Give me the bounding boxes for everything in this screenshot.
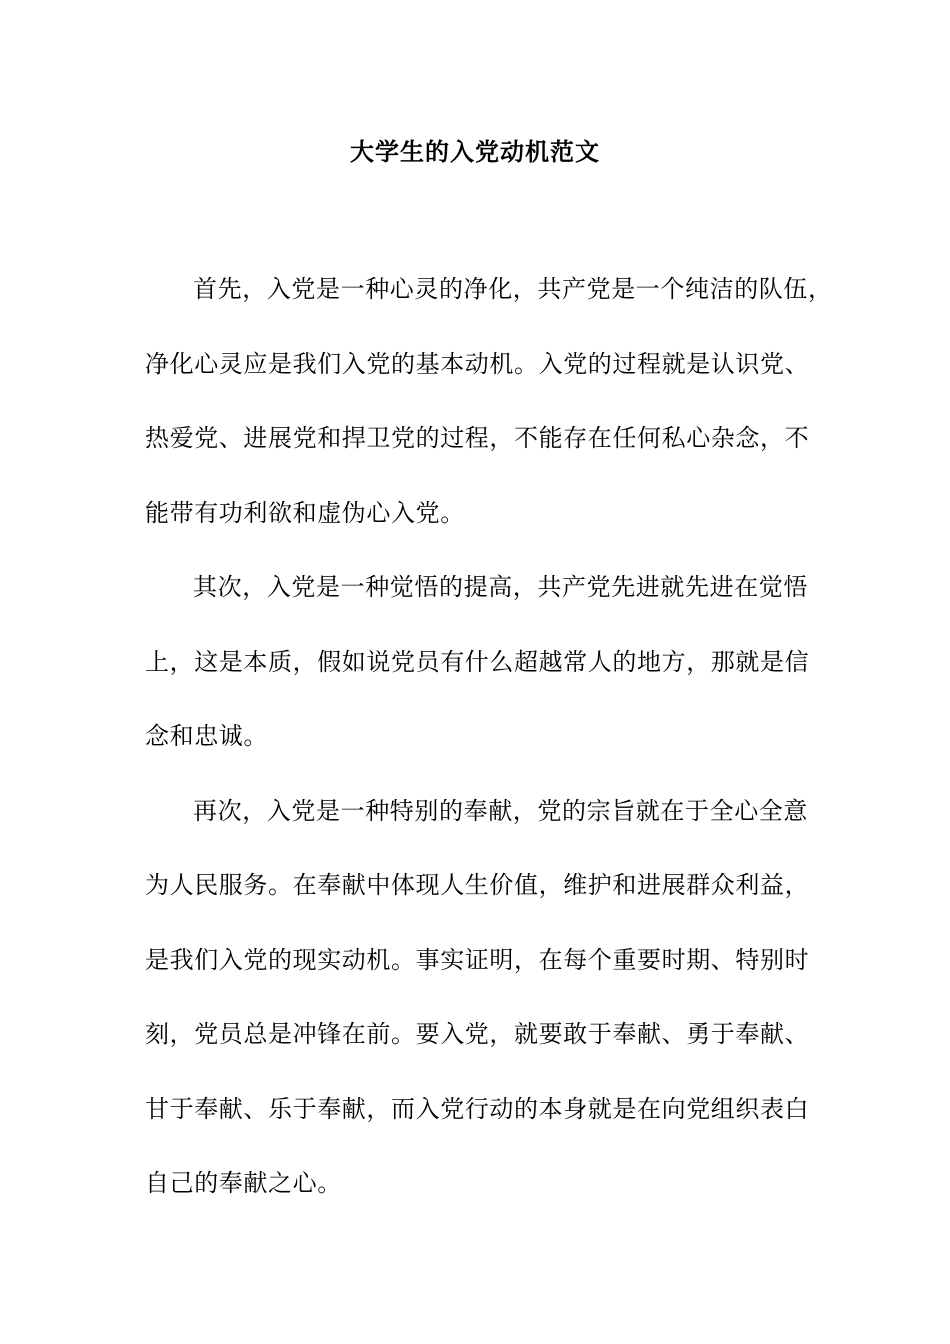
document-body: [145, 252, 833, 1221]
paragraph-2: [145, 550, 810, 774]
paragraph-line: 刻，党员总是冲锋在前。要入党，就要敢于奉献、勇于奉献、: [145, 1020, 810, 1048]
paragraph-line: 上，这是本质，假如说党员有什么超越常人的地方，那就是信: [145, 647, 810, 676]
paragraph-line: 其次，入党是一种觉悟的提高，共产党先进就先进在觉悟: [193, 573, 808, 601]
paragraph-line: 能带有功利欲和虚伪心入党。: [145, 498, 465, 527]
paragraph-1: [145, 252, 833, 550]
paragraph-line: 首先，入党是一种心灵的净化，共产党是一个纯洁的队伍，: [193, 275, 833, 303]
document-title: 大学生的入党动机范文: [350, 137, 600, 166]
paragraph-line: 念和忠诚。: [145, 722, 268, 750]
paragraph-line: 热爱党、进展党和捍卫党的过程，不能存在任何私心杂念，不: [145, 424, 810, 452]
paragraph-line: 净化心灵应是我们入党的基本动机。入党的过程就是认识党、: [145, 349, 810, 378]
paragraph-3: [145, 774, 810, 1221]
paragraph-line: 再次，入党是一种特别的奉献，党的宗旨就在于全心全意: [193, 796, 808, 825]
paragraph-line: 自己的奉献之心。: [145, 1169, 342, 1197]
paragraph-line: 为人民服务。在奉献中体现人生价值，维护和进展群众利益，: [145, 871, 810, 899]
paragraph-line: 是我们入党的现实动机。事实证明，在每个重要时期、特别时: [145, 945, 810, 974]
paragraph-line: 甘于奉献、乐于奉献，而入党行动的本身就是在向党组织表白: [145, 1094, 810, 1123]
